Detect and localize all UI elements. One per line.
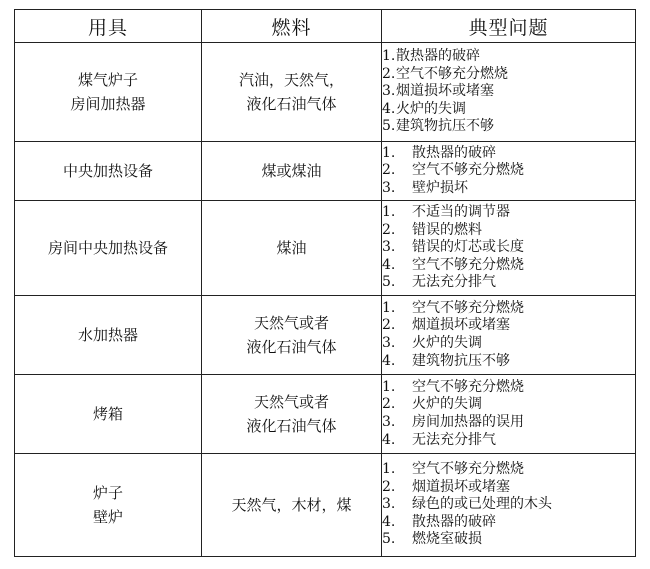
problem-text: 绿色的或已处理的木头 — [412, 496, 552, 513]
problem-number: 5. — [382, 118, 396, 135]
problem-item — [382, 180, 635, 198]
problem-text: 不适当的调节器 — [412, 204, 510, 221]
problem-number: 2. — [382, 162, 396, 179]
header-problems: 典型问题 — [382, 10, 636, 43]
problem-number: 2. — [382, 478, 396, 495]
problem-text: 空气不够充分燃烧 — [412, 461, 524, 478]
problem-item — [382, 335, 635, 353]
problem-item — [382, 461, 635, 479]
problem-item — [382, 396, 635, 414]
problem-text: 烟道损坏或堵塞 — [412, 317, 510, 334]
fuel-cell — [202, 201, 382, 296]
problem-text: 空气不够充分燃烧 — [412, 256, 524, 273]
problem-number: 3. — [382, 83, 396, 100]
problem-text: 错误的燃料 — [412, 221, 482, 238]
problem-item — [382, 300, 635, 318]
appliance-name: 房间中央加热设备 — [47, 239, 168, 257]
table-row — [15, 454, 636, 557]
problems-cell — [382, 296, 636, 375]
fuel-cell — [202, 454, 382, 557]
problem-text: 壁炉损坏 — [412, 179, 468, 196]
table-row — [15, 375, 636, 454]
problem-text: 空气不够充分燃烧 — [412, 162, 524, 179]
table-row — [15, 296, 636, 375]
problem-number: 2. — [382, 65, 396, 82]
appliance-name: 烤箱 — [92, 405, 123, 423]
problem-text: 房间加热器的误用 — [412, 414, 524, 430]
appliance-name: 中央加热设备 — [62, 162, 153, 180]
appliance-cell — [15, 43, 202, 142]
appliance-problems-table — [14, 9, 636, 557]
appliance-cell — [15, 296, 202, 375]
problems-list — [382, 145, 635, 198]
appliance-name: 炉子 — [92, 484, 123, 502]
appliance-cell — [15, 201, 202, 296]
problem-item — [382, 514, 635, 532]
header-fuel: 燃料 — [202, 10, 382, 43]
problem-text: 火炉的失调 — [412, 396, 482, 413]
fuel-text: 天然气或者 — [253, 314, 329, 332]
header-row — [15, 10, 636, 43]
problem-text: 错误的灯芯或长度 — [412, 239, 524, 256]
problems-list — [382, 204, 635, 292]
problem-number: 4. — [382, 100, 396, 117]
problem-item — [382, 496, 635, 514]
fuel-text: 天然气，木材，煤 — [231, 496, 352, 514]
problem-number: 4. — [382, 256, 396, 273]
problem-item — [382, 317, 635, 335]
fuel-cell — [202, 296, 382, 375]
appliance-cell — [15, 142, 202, 201]
problems-cell — [382, 142, 636, 201]
problem-number: 3. — [382, 179, 396, 196]
problem-text: 建筑物抗压不够 — [396, 118, 494, 135]
problem-item — [382, 432, 635, 450]
problem-text: 烟道损坏或堵塞 — [396, 83, 494, 100]
appliance-name: 壁炉 — [92, 508, 123, 526]
appliance-name: 水加热器 — [77, 326, 138, 344]
problem-item — [382, 222, 635, 240]
problem-item — [382, 101, 635, 119]
problem-item — [382, 162, 635, 180]
problem-number: 3. — [382, 414, 396, 430]
problem-number: 1. — [382, 299, 396, 316]
fuel-text: 液化石油气体 — [246, 95, 337, 113]
problem-text: 火炉的失调 — [412, 335, 482, 351]
problem-item — [382, 257, 635, 275]
problems-list — [382, 48, 635, 136]
problem-text: 散热器的破碎 — [412, 513, 496, 530]
table-row — [15, 142, 636, 201]
appliance-cell — [15, 454, 202, 557]
appliance-name: 煤气炉子 — [77, 71, 138, 89]
problems-cell — [382, 43, 636, 142]
problem-number: 2. — [382, 317, 396, 334]
fuel-cell — [202, 142, 382, 201]
problem-number: 4. — [382, 513, 396, 530]
problem-number: 4. — [382, 431, 396, 448]
problems-list — [382, 300, 635, 370]
appliance-name: 房间加热器 — [70, 95, 146, 113]
problem-number: 1. — [382, 144, 396, 161]
problems-cell — [382, 201, 636, 296]
problem-number: 3. — [382, 239, 396, 256]
problem-item — [382, 414, 635, 432]
problem-number: 1. — [382, 48, 396, 65]
problem-item — [382, 145, 635, 163]
problem-text: 散热器的破碎 — [396, 48, 480, 65]
problem-number: 2. — [382, 396, 396, 413]
problem-item — [382, 83, 635, 101]
problem-text: 燃烧室破损 — [412, 531, 482, 548]
fuel-text: 汽油，天然气， — [238, 71, 344, 89]
problem-number: 3. — [382, 496, 396, 513]
problem-number: 3. — [382, 335, 396, 351]
problem-number: 2. — [382, 221, 396, 238]
appliance-cell — [15, 375, 202, 454]
problem-item — [382, 118, 635, 136]
fuel-text: 液化石油气体 — [246, 338, 337, 356]
fuel-cell — [202, 375, 382, 454]
fuel-cell — [202, 43, 382, 142]
problem-number: 5. — [382, 274, 396, 291]
problem-number: 1. — [382, 461, 396, 478]
problem-text: 火炉的失调 — [396, 100, 466, 117]
fuel-text: 煤或煤油 — [261, 162, 322, 180]
problem-text: 建筑物抗压不够 — [412, 352, 510, 369]
header-appliance: 用具 — [15, 10, 202, 43]
problem-item — [382, 479, 635, 497]
problem-item — [382, 66, 635, 84]
problems-cell — [382, 454, 636, 557]
problem-item — [382, 204, 635, 222]
problem-item — [382, 274, 635, 292]
problem-text: 空气不够充分燃烧 — [396, 65, 508, 82]
problem-item — [382, 379, 635, 397]
problem-item — [382, 531, 635, 549]
fuel-text: 液化石油气体 — [246, 417, 337, 435]
problems-list — [382, 379, 635, 449]
problem-text: 空气不够充分燃烧 — [412, 378, 524, 395]
problem-item — [382, 239, 635, 257]
problem-number: 4. — [382, 352, 396, 369]
problem-text: 烟道损坏或堵塞 — [412, 478, 510, 495]
problem-item — [382, 48, 635, 66]
table-row — [15, 201, 636, 296]
table-row — [15, 43, 636, 142]
problems-cell — [382, 375, 636, 454]
problem-text: 空气不够充分燃烧 — [412, 299, 524, 316]
problem-number: 5. — [382, 531, 396, 548]
fuel-text: 天然气或者 — [253, 393, 329, 411]
problem-item — [382, 353, 635, 371]
problem-text: 散热器的破碎 — [412, 144, 496, 161]
problem-number: 1. — [382, 204, 396, 221]
fuel-text: 煤油 — [276, 239, 307, 257]
problem-text: 无法充分排气 — [412, 274, 496, 291]
problem-text: 无法充分排气 — [412, 431, 496, 448]
problem-number: 1. — [382, 378, 396, 395]
problems-list — [382, 461, 635, 549]
